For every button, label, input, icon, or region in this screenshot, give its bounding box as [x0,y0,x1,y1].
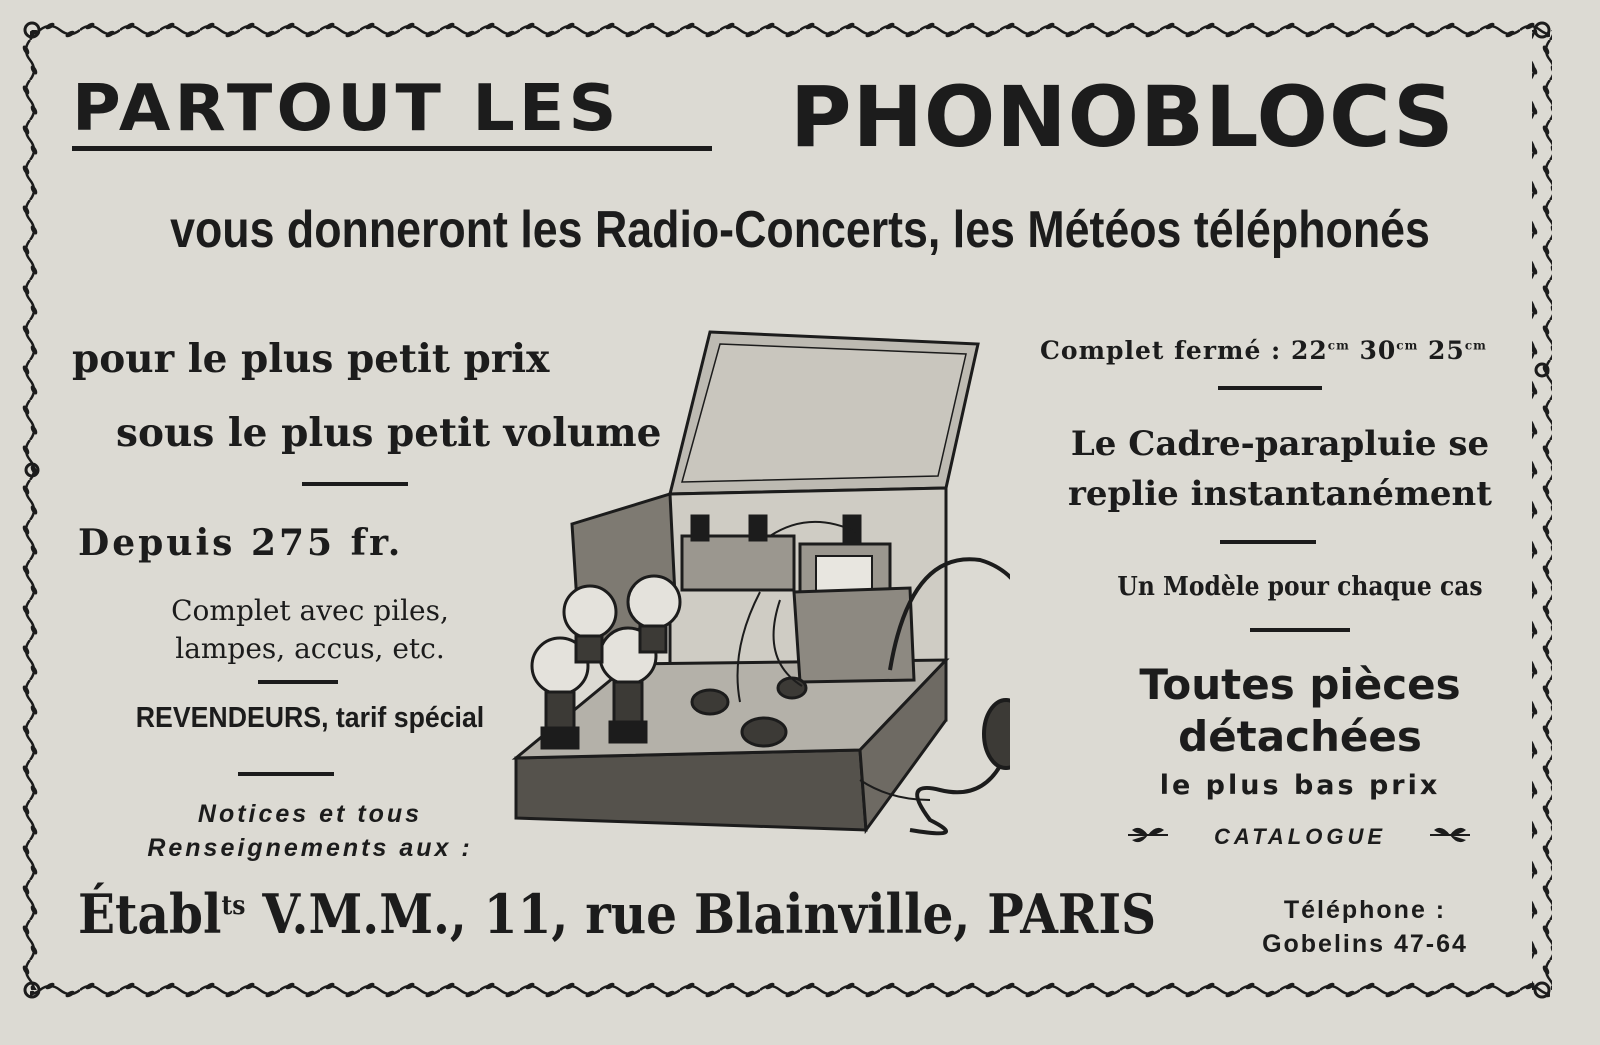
closed-dimensions: Complet fermé : $22^{cm}$ $30^{cm}$ $25^{cm}$ [1040,336,1487,365]
frame-line-2: replie instantanément [1068,474,1492,514]
divider [1250,628,1350,632]
headline-phonoblocs: PHONOBLOCS [790,68,1455,166]
tagline-smallest-price: pour le plus petit prix [72,336,550,382]
parts-line-1: Toutes pièces [1139,660,1461,709]
lowest-price-text: le plus bas prix [1159,770,1441,801]
includes-line-2: lampes, accus, etc. [175,632,445,665]
radio-receiver-illustration [510,330,1010,850]
divider [1220,540,1316,544]
headline-partout-les: PARTOUT LES [72,72,621,146]
parts-line-2: détachées [1178,712,1422,761]
divider [258,680,338,684]
divider [1218,386,1322,390]
catalogue-label: CATALOGUE [1213,824,1387,849]
resellers-text: REVENDEURS, tarif spécial [135,702,485,734]
subheadline: vous donneront les Radio-Concerts, les Météos téléphonés [170,201,1430,259]
model-text: Un Modèle pour chaque cas [1117,572,1483,602]
divider [302,482,408,486]
phone-label: Téléphone : [1283,896,1447,924]
notices-line-1: Notices et tous [197,800,423,828]
notices-line-2: Renseignements aux : [147,834,473,862]
includes-line-1: Complet avec piles, [171,594,449,627]
frame-line-1: Le Cadre-parapluie se [1070,424,1490,464]
price-text: Depuis 275 fr. [78,522,404,564]
fleuron-left-icon [1126,822,1170,848]
phone-number: Gobelins 47-64 [1262,930,1468,958]
divider [238,772,334,776]
tagline-smallest-volume: sous le plus petit volume [116,410,662,456]
fleuron-right-icon [1428,822,1472,848]
address-line: Établ$^{ts}$ V.M.M., 11, rue Blainville, PARIS [78,882,1157,946]
headline-underline [72,146,712,151]
